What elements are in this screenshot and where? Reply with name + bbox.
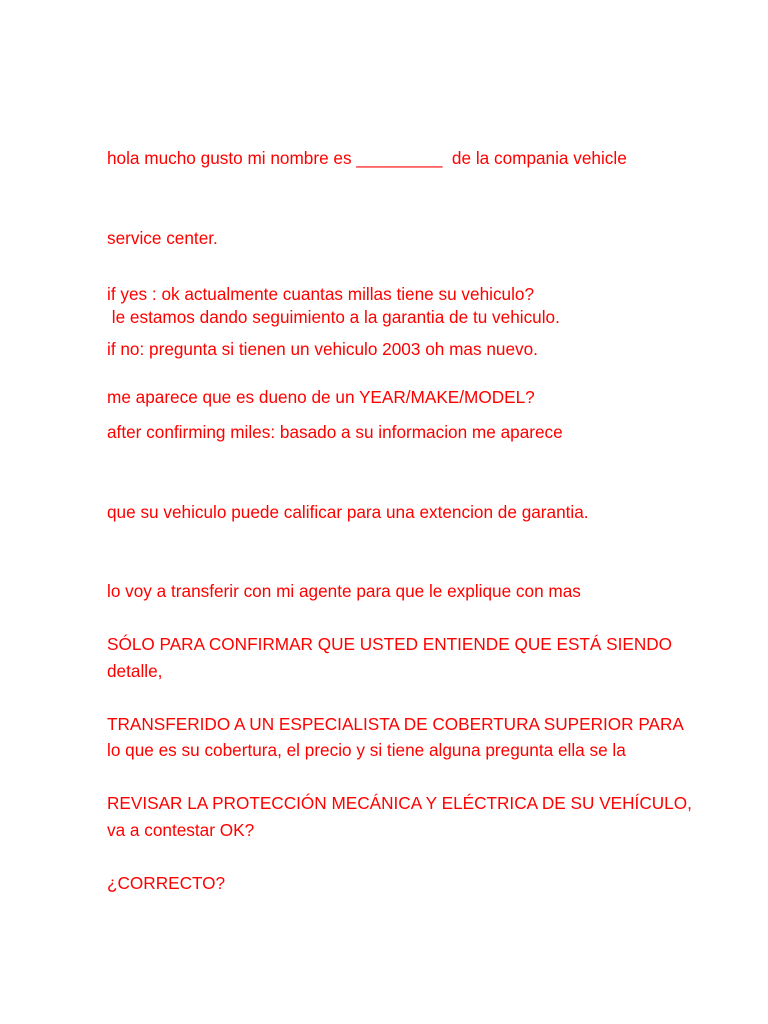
after-confirming-line: after confirming miles: basado a su informacion me aparece bbox=[107, 422, 563, 442]
confirmation-line: TRANSFERIDO A UN ESPECIALISTA DE COBERTURA SUPERIOR PARA bbox=[107, 713, 684, 734]
after-confirming-line: va a contestar OK? bbox=[107, 819, 255, 840]
confirmation-line: ¿CORRECTO? bbox=[107, 872, 226, 893]
intro-line: me aparece que es dueno de un YEAR/MAKE/MODEL? bbox=[107, 386, 535, 407]
confirmation-paragraph bbox=[107, 578, 707, 949]
confirmation-line: SÓLO PARA CONFIRMAR QUE USTED ENTIENDE QUE ESTÁ SIENDO bbox=[107, 634, 673, 654]
intro-line: service center. bbox=[107, 227, 218, 248]
if-yes-line: if yes : ok actualmente cuantas millas tiene su vehiculo? bbox=[107, 284, 535, 304]
after-confirming-line: lo que es su cobertura, el precio y si tiene alguna pregunta ella se la bbox=[107, 740, 626, 760]
intro-line: hola mucho gusto mi nombre es _________ de la compania vehicle bbox=[107, 148, 627, 168]
confirmation-line: REVISAR LA PROTECCIÓN MECÁNICA Y ELÉCTRICA DE SU VEHÍCULO, bbox=[107, 793, 692, 813]
after-confirming-line: que su vehiculo puede calificar para una extencion de garantia. bbox=[107, 501, 589, 522]
after-confirming-line: detalle, bbox=[107, 660, 163, 681]
after-confirming-line: lo voy a transferir con mi agente para que le explique con mas bbox=[107, 581, 581, 601]
if-no-line: if no: pregunta si tienen un vehiculo 2003 oh mas nuevo. bbox=[107, 339, 538, 359]
intro-line: le estamos dando seguimiento a la garantia de tu vehiculo. bbox=[107, 307, 560, 327]
